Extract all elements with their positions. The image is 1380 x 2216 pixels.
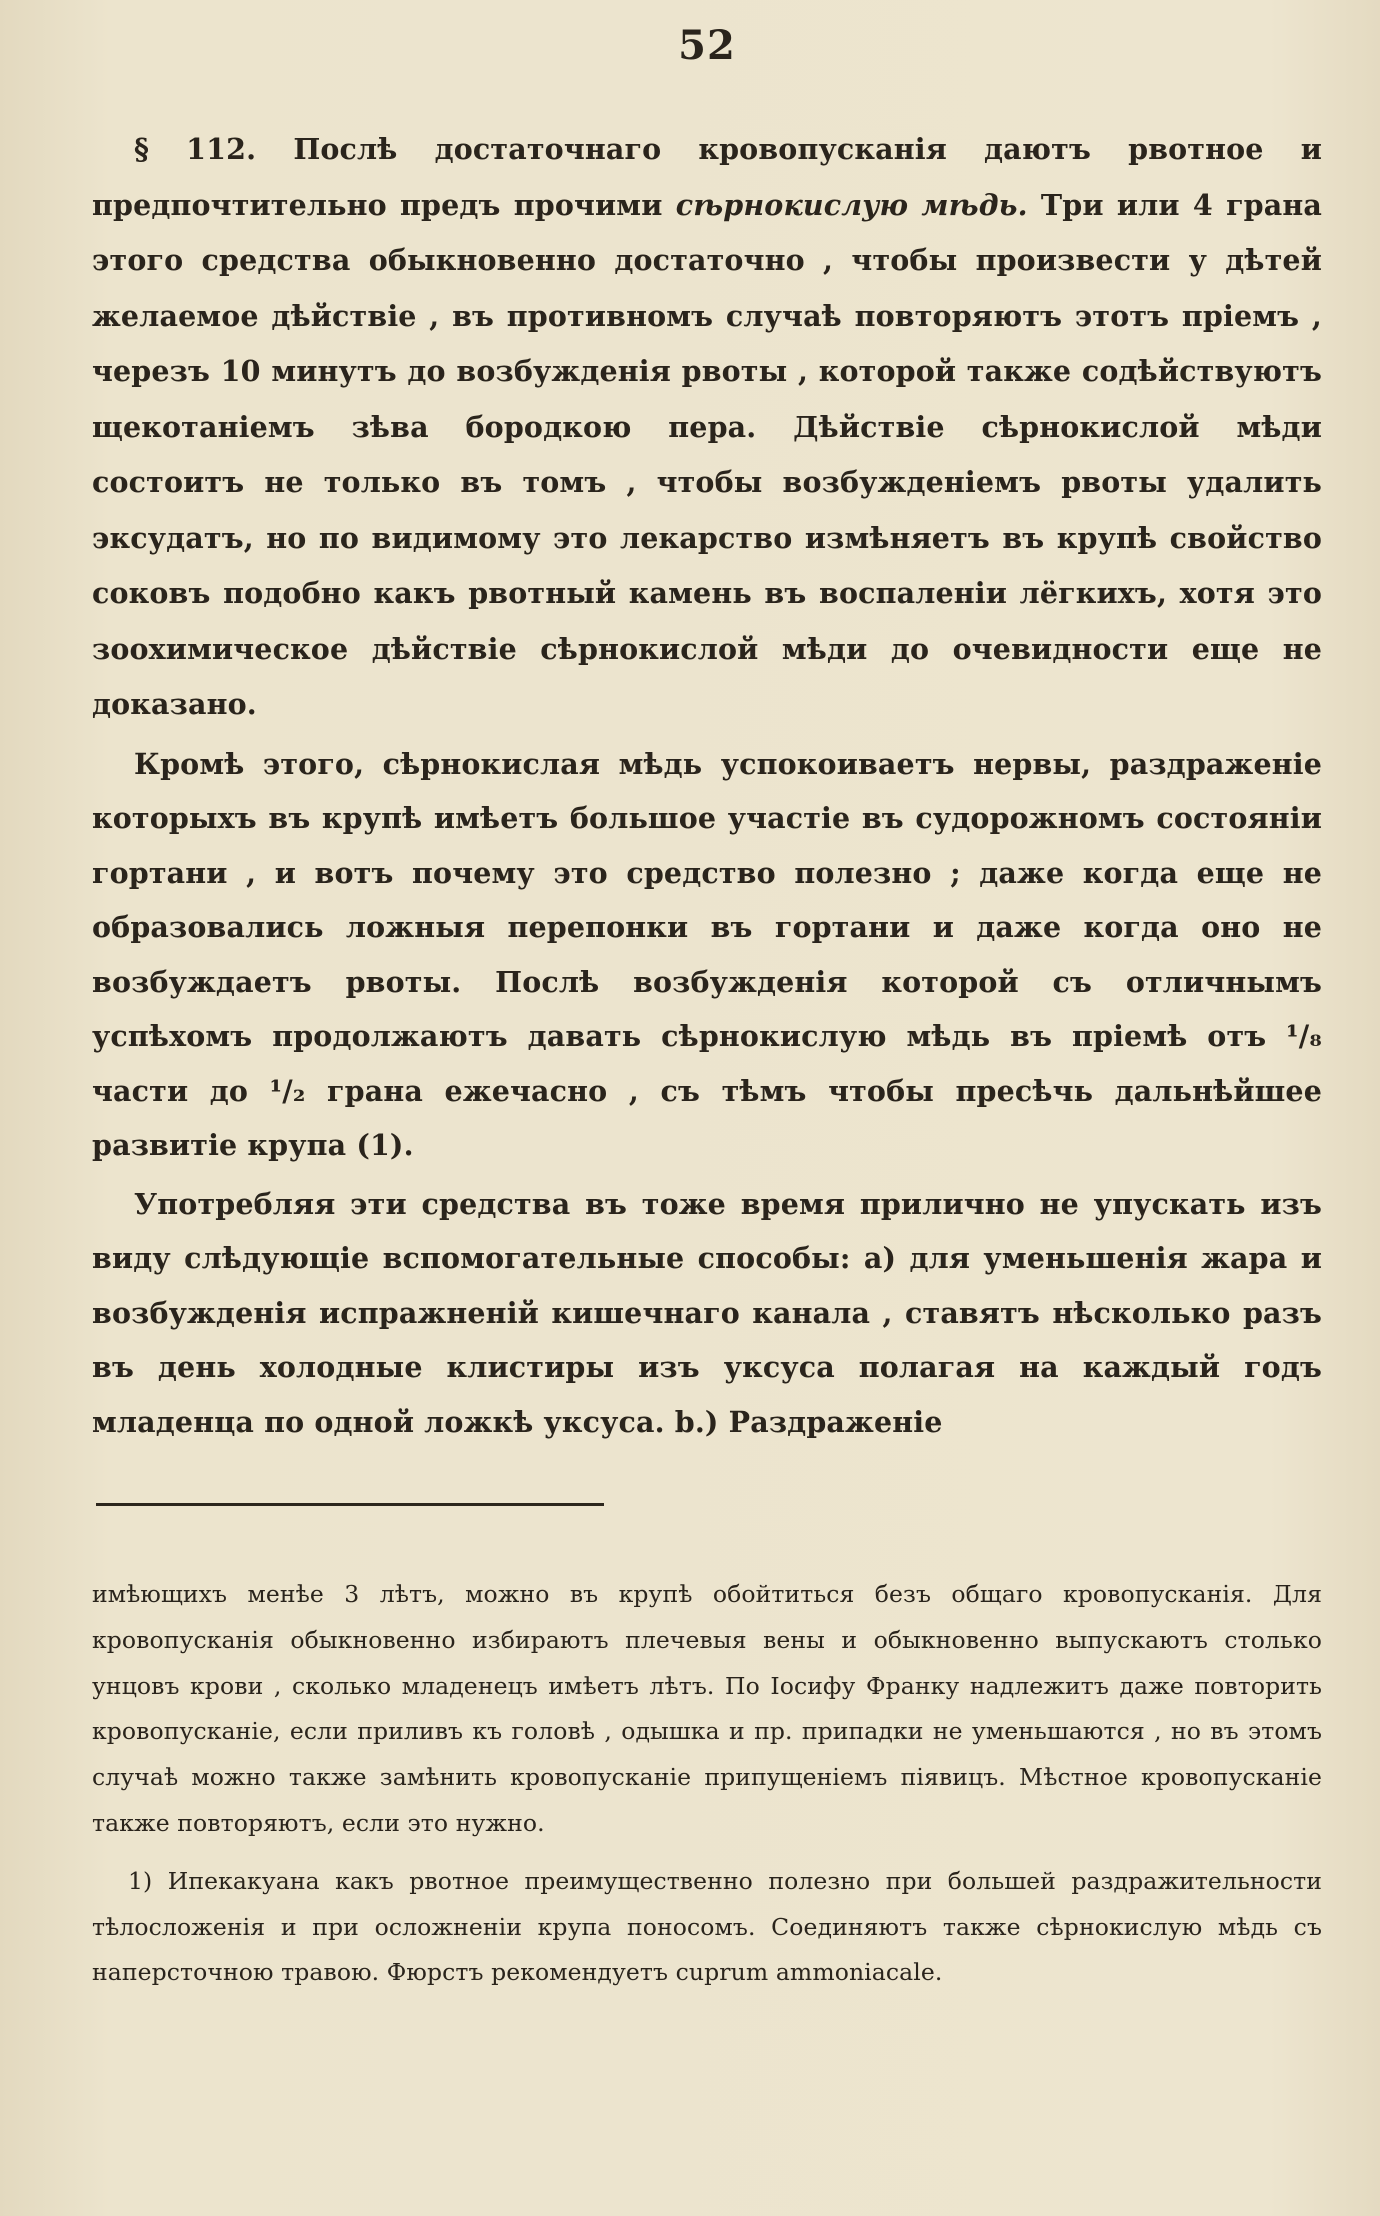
footnotes <box>92 1572 1322 1996</box>
footnote-divider <box>96 1503 604 1506</box>
drug-name: сѣрнокислую мѣдь. <box>675 187 1028 222</box>
paragraph-112 <box>92 122 1322 733</box>
paragraph-3: Употребляя эти средства въ тоже время прилично не упускать изъ виду слѣдующіе вспомогательные способы: a) для уменьшенія жара и возбужденія испражненій кишечнаго канала , ставятъ нѣсколько разъ въ день холодные клистиры изъ уксуса полагая на каждый годъ младенца по одной ложкѣ уксуса. b.) Раздраженіе <box>92 1186 1322 1439</box>
section-label: § 112. <box>134 132 257 166</box>
footnote-1: 1) Ипекакуана какъ рвотное преимущественно полезно при большей раздражительности тѣлосложенія и при осложненіи крупа поносомъ. Соединяютъ также сѣрнокислую мѣдь съ наперсточною травою. Фюрстъ рекомендуетъ cuprum ammoniacale. <box>92 1866 1322 1987</box>
main-text <box>92 122 1322 1449</box>
paragraph-2: Кромѣ этого, сѣрнокислая мѣдь успокоиваетъ нервы, раздраженіе которыхъ въ крупѣ имѣетъ большое участіе въ судорожномъ состояніи гортани , и вотъ почему это средство полезно ; даже когда еще не образовались ложныя перепонки въ гортани и даже когда оно не возбуждаетъ рвоты. Послѣ возбужденія которой съ отличнымъ успѣхомъ продолжаютъ давать сѣрнокислую мѣдь въ пріемѣ отъ ¹/₈ части до ¹/₂ грана ежечасно , съ тѣмъ чтобы пресѣчь дальнѣйшее развитіе крупа (1). <box>92 746 1322 1162</box>
page-number: 52 <box>678 22 736 69</box>
footnote-continued: имѣющихъ менѣе 3 лѣтъ, можно въ крупѣ обойтиться безъ общаго кровопусканія. Для кровопусканія обыкновенно избираютъ плечевыя вены и обыкновенно выпускаютъ столько унцовъ крови , сколько младенецъ имѣетъ лѣтъ. По Іосифу Франку надлежитъ даже повторить кровопусканіе, если приливъ къ головѣ , одышка и пр. припадки не уменьшаются , но въ этомъ случаѣ можно также замѣнить кровопусканіе припущеніемъ піявицъ. Мѣстное кровопусканіе также повторяютъ, если это нужно. <box>92 1580 1322 1837</box>
paragraph-text: Три или 4 грана этого средства обыкновенно достаточно , чтобы произвести у дѣтей желаемое дѣйствіе , въ противномъ случаѣ повторяютъ этотъ пріемъ , черезъ 10 минутъ до возбужденія рвоты , которой также содѣйствуютъ щекотаніемъ зѣва бородкою пера. Дѣйствіе сѣрнокислой мѣди состоитъ не только въ томъ , чтобы возбужденіемъ рвоты удалить эксудатъ, но по видимому это лекарство измѣняетъ въ крупѣ свойство соковъ подобно какъ рвотный камень въ воспаленіи лёгкихъ, хотя это зоохимическое дѣйствіе сѣрнокислой мѣди до очевидности еще не доказано. <box>92 187 1323 721</box>
paragraph-text: Послѣ достаточнаго кровопусканія даютъ рвотное и предпочтительно предъ прочими <box>92 132 1322 222</box>
